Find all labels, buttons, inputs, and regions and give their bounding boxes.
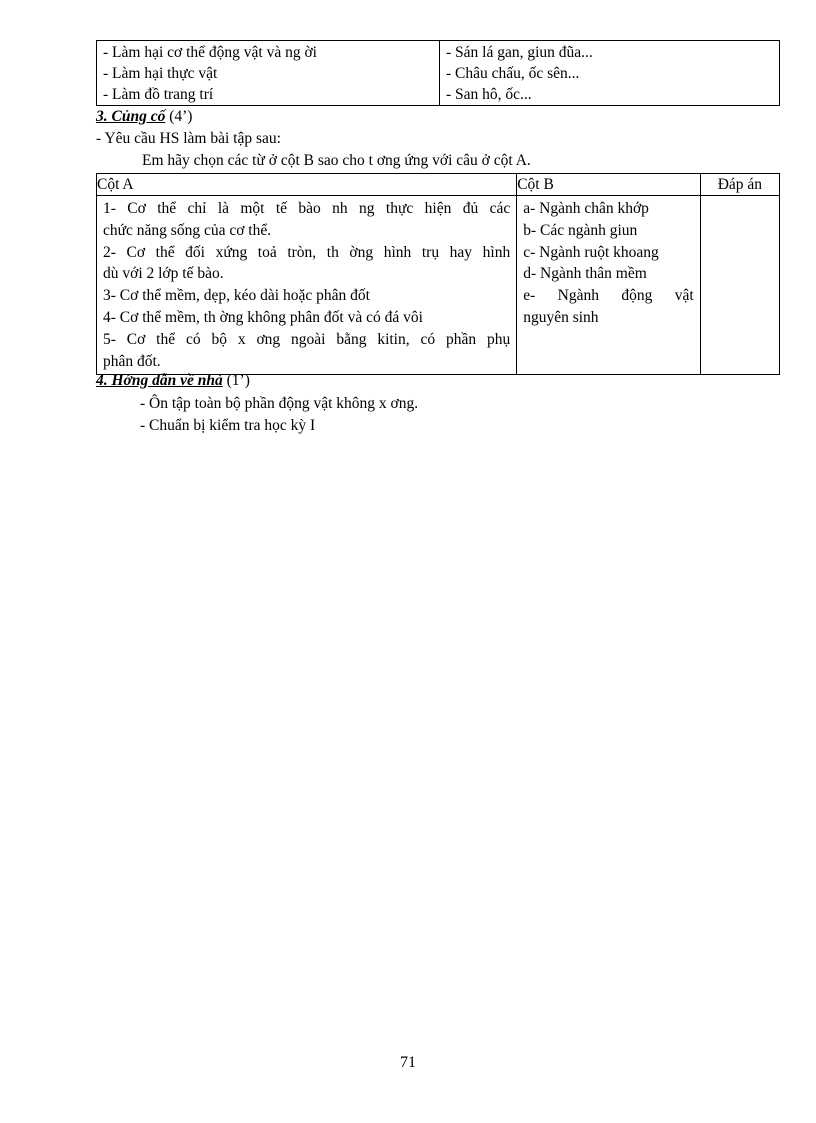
classification-table xyxy=(96,40,780,106)
table-cell-text: - Sán lá gan, giun đũa... xyxy=(446,44,593,61)
section-4-duration: (1’) xyxy=(222,372,250,389)
table-cell-text: - Châu chấu, ốc sên... xyxy=(446,65,580,82)
column-a-line: dù với 2 lớp tế bào. xyxy=(103,265,224,283)
column-a-cell xyxy=(97,196,517,375)
section-3-duration: (4’) xyxy=(165,108,193,125)
column-b-line: e- Ngành động vật xyxy=(523,287,694,305)
column-b-line: b- Các ngành giun xyxy=(523,221,638,239)
section-3-heading xyxy=(96,107,192,127)
homework-item: - Chuẩn bị kiểm tra học kỳ I xyxy=(140,417,316,434)
column-b-line: a- Ngành chân khớp xyxy=(523,200,649,217)
table-cell-text: - Làm hại cơ thể động vật và ng ời xyxy=(103,44,317,61)
column-b-header: Cột B xyxy=(517,174,701,196)
column-a-line: 5- Cơ thể có bộ x ơng ngoài bằng kitin, có phần phụ xyxy=(103,330,511,348)
section-4-heading xyxy=(96,371,250,391)
column-a-line: 3- Cơ thể mềm, dẹp, kéo dài hoặc phân đốt xyxy=(103,287,370,305)
page-number: 71 xyxy=(400,1054,416,1071)
column-a-line: phân đốt. xyxy=(103,352,161,370)
table-cell-text: - Làm đồ trang trí xyxy=(103,86,214,103)
column-a-line: 2- Cơ thể đối xứng toả tròn, th ờng hình trụ hay hình xyxy=(103,243,511,261)
table-cell-text: - Làm hại thực vật xyxy=(103,65,218,82)
section-3-instruction: - Yêu cầu HS làm bài tập sau: xyxy=(96,130,281,147)
section-3-task: Em hãy chọn các từ ở cột B sao cho t ơng ứng với câu ở cột A. xyxy=(142,152,531,169)
column-a-line: chức năng sống của cơ thể. xyxy=(103,221,272,239)
table-row xyxy=(97,41,780,106)
table-cell-text: - San hô, ốc... xyxy=(446,86,532,103)
examples-cell xyxy=(440,41,780,106)
section-3-title: 3. Củng cố xyxy=(96,108,166,125)
column-b-line: d- Ngành thân mềm xyxy=(523,265,647,283)
column-b-cell xyxy=(517,196,701,375)
section-4-title: 4. Hớng dẫn về nhà xyxy=(96,372,223,389)
table-row xyxy=(97,196,780,375)
table-header-row xyxy=(97,174,780,196)
column-b-line: c- Ngành ruột khoang xyxy=(523,243,659,261)
harm-effects-cell xyxy=(97,41,440,106)
homework-item: - Ôn tập toàn bộ phần động vật không x ơng. xyxy=(140,395,419,412)
column-a-line: 4- Cơ thể mềm, th ờng không phân đốt và có đá vôi xyxy=(103,308,423,326)
answer-cell xyxy=(700,196,779,375)
column-b-line: nguyên sinh xyxy=(523,308,599,326)
answer-column-header: Đáp án xyxy=(700,174,779,196)
matching-quiz-table xyxy=(96,173,780,375)
column-a-header: Cột A xyxy=(97,174,517,196)
column-a-line: 1- Cơ thể chỉ là một tế bào nh ng thực hiện đủ các xyxy=(103,200,511,217)
